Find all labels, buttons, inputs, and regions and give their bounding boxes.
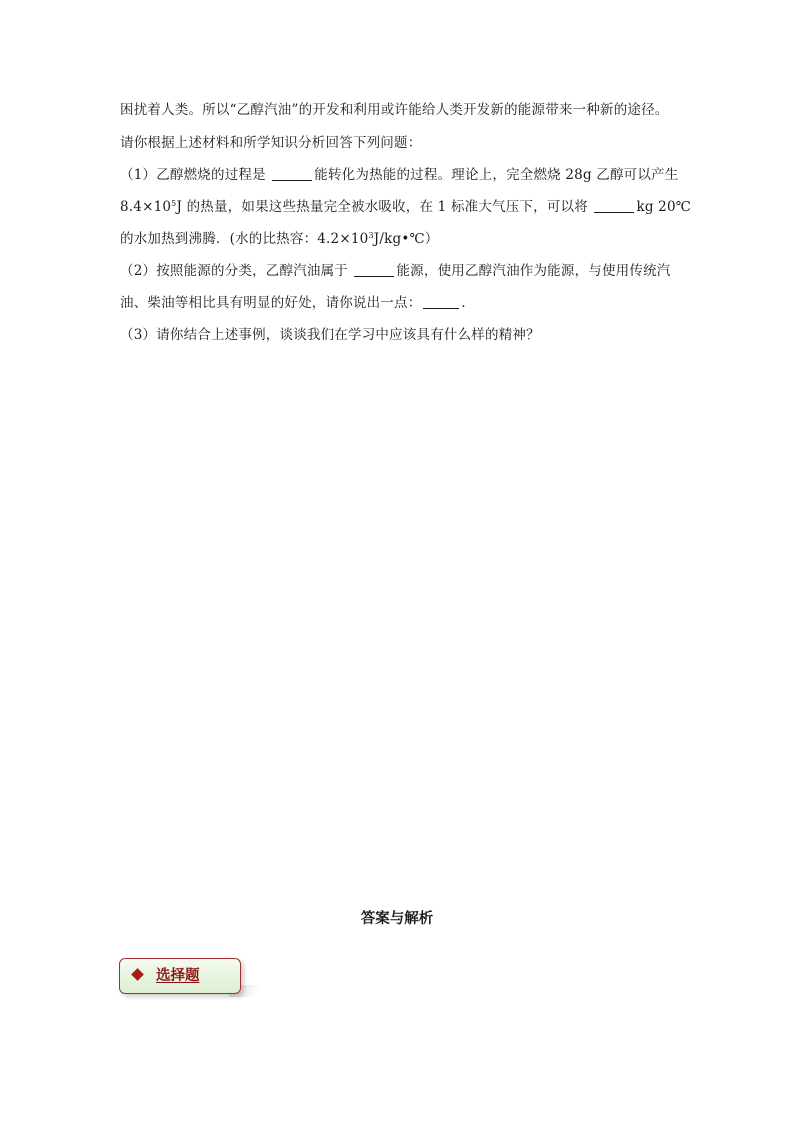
answer-blank-energy-form[interactable] — [272, 166, 312, 181]
specific-heat-exponent: 3 — [368, 231, 374, 240]
passage-text-2: 请你根据上述材料和所学知识分析回答下列问题： — [120, 135, 422, 151]
question-2-line-1 — [120, 261, 670, 281]
question-1-text-cont: 能转化为热能的过程。理论上，完全燃烧 28g 乙醇可以产生 — [314, 167, 679, 183]
question-3-text: （3）请你结合上述事例，谈谈我们在学习中应该具有什么样的精神？ — [120, 327, 540, 343]
question-1-line-3 — [120, 229, 438, 249]
diamond-icon — [131, 968, 144, 981]
question-1-text-3: 的水加热到沸腾．(水的比热容：4.2×10 — [120, 231, 369, 247]
question-2-text-cont: 能源，使用乙醇汽油作为能源，与使用传统汽 — [396, 263, 671, 279]
question-1-line-2 — [120, 197, 691, 217]
answer-blank-water-mass[interactable] — [594, 198, 634, 213]
heat-value: 8.4×10 — [120, 199, 172, 215]
question-1-text-2: J 的热量，如果这些热量完全被水吸收，在 1 标准大气压下，可以将 — [176, 199, 593, 215]
answer-blank-energy-type[interactable] — [354, 262, 394, 277]
question-1-line-1 — [120, 165, 678, 185]
multiple-choice-tag — [119, 958, 241, 994]
question-2-text: （2）按照能源的分类，乙醇汽油属于 — [120, 263, 353, 279]
specific-heat-unit: J/kg•℃） — [373, 231, 439, 247]
question-2-text-2: 油、柴油等相比具有明显的好处，请你说出一点： — [120, 295, 422, 311]
question-1-unit: kg 20℃ — [636, 199, 692, 215]
answers-section-title: 答案与解析 — [360, 910, 434, 927]
passage-line-1 — [120, 100, 669, 120]
answer-blank-benefit[interactable] — [423, 294, 459, 309]
question-2-period: ． — [461, 295, 476, 311]
question-3-line — [120, 325, 540, 345]
passage-text-1: 困扰着人类。所以“乙醇汽油”的开发和利用或许能给人类开发新的能源带来一种新的途径。 — [120, 102, 669, 118]
heat-exponent: 5 — [171, 199, 177, 208]
passage-line-2 — [120, 133, 421, 153]
tag-label: 选择题 — [156, 967, 200, 984]
question-1-text: （1）乙醇燃烧的过程是 — [120, 167, 271, 183]
question-2-line-2 — [120, 293, 475, 313]
